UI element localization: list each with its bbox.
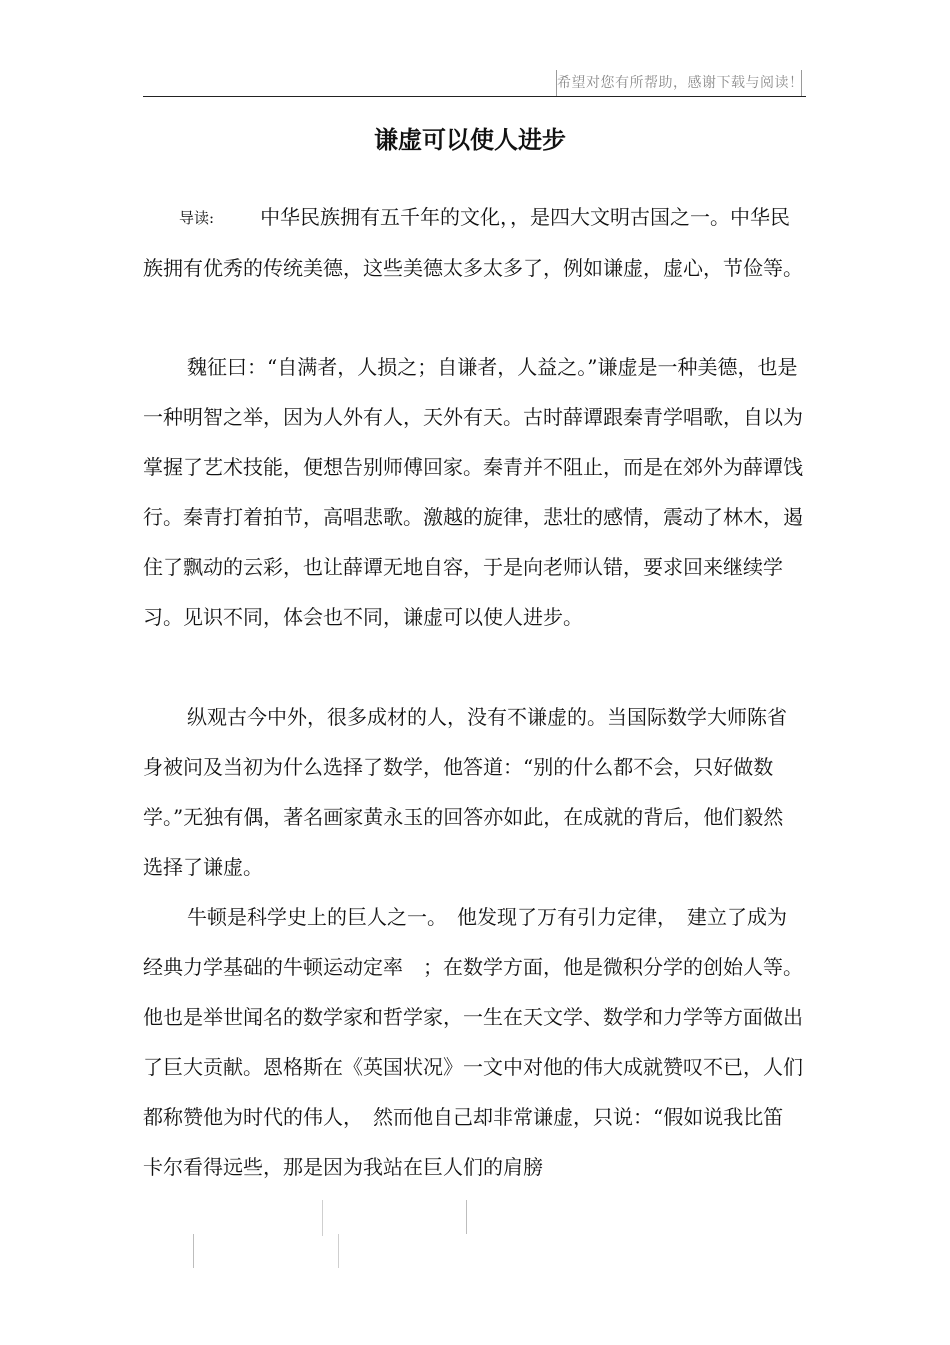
- page-fragment-line: [466, 1200, 467, 1234]
- lead-paragraph: [143, 192, 803, 293]
- page-fragment-line: [322, 1200, 323, 1236]
- page-fragment-line: [338, 1234, 339, 1268]
- page-fragment-line: [193, 1234, 194, 1268]
- body-paragraph: 纵观古今中外，很多成材的人，没有不谦虚的。当国际数学大师陈省身被问及当初为什么选择了数学，他答道：“别的什么都不会，只好做数学。”无独有偶，著名画家黄永玉的回答亦如此，在成就的背后，他们毅然选择了谦虚。: [143, 705, 787, 879]
- document-title: 谦虚可以使人进步: [374, 125, 566, 154]
- header-banner: 希望对您有所帮助，感谢下载与阅读！: [556, 70, 802, 96]
- header-rule: [143, 96, 806, 97]
- lead-label: 导读:: [179, 209, 215, 227]
- body-paragraph: 魏征曰：“自满者，人损之；自谦者，人益之。”谦虚是一种美德，也是一种明智之举，因为人外有人，天外有天。古时薛谭跟秦青学唱歌，自以为掌握了艺术技能，便想告别师傅回家。秦青并不阻止，而是在郊外为薛谭饯行。秦青打着拍节，高唱悲歌。激越的旋律，悲壮的感情，震动了林木，遏住了飘动的云彩，也让薛谭无地自容，于是向老师认错，要求回来继续学习。见识不同，体会也不同，谦虚可以使人进步。: [143, 355, 803, 629]
- body-paragraph: 牛顿是科学史上的巨人之一。 他发现了万有引力定律， 建立了成为经典力学基础的牛顿运动定率 ；在数学方面，他是微积分学的创始人等。他也是举世闻名的数学家和哲学家，一生在天文学、数学和力学等方面做出了巨大贡献。恩格斯在《英国状况》一文中对他的伟大成就赞叹不已，人们都称赞他为时代的伟人， 然而他自己却非常谦虚，只说：“假如说我比笛卡尔看得远些，那是因为我站在巨人们的肩膀: [143, 905, 803, 1179]
- lead-text: 中华民族拥有五千年的文化，，是四大文明古国之一。中华民族拥有优秀的传统美德，这些美德太多太多了，例如谦虚，虚心，节俭等。: [143, 205, 803, 280]
